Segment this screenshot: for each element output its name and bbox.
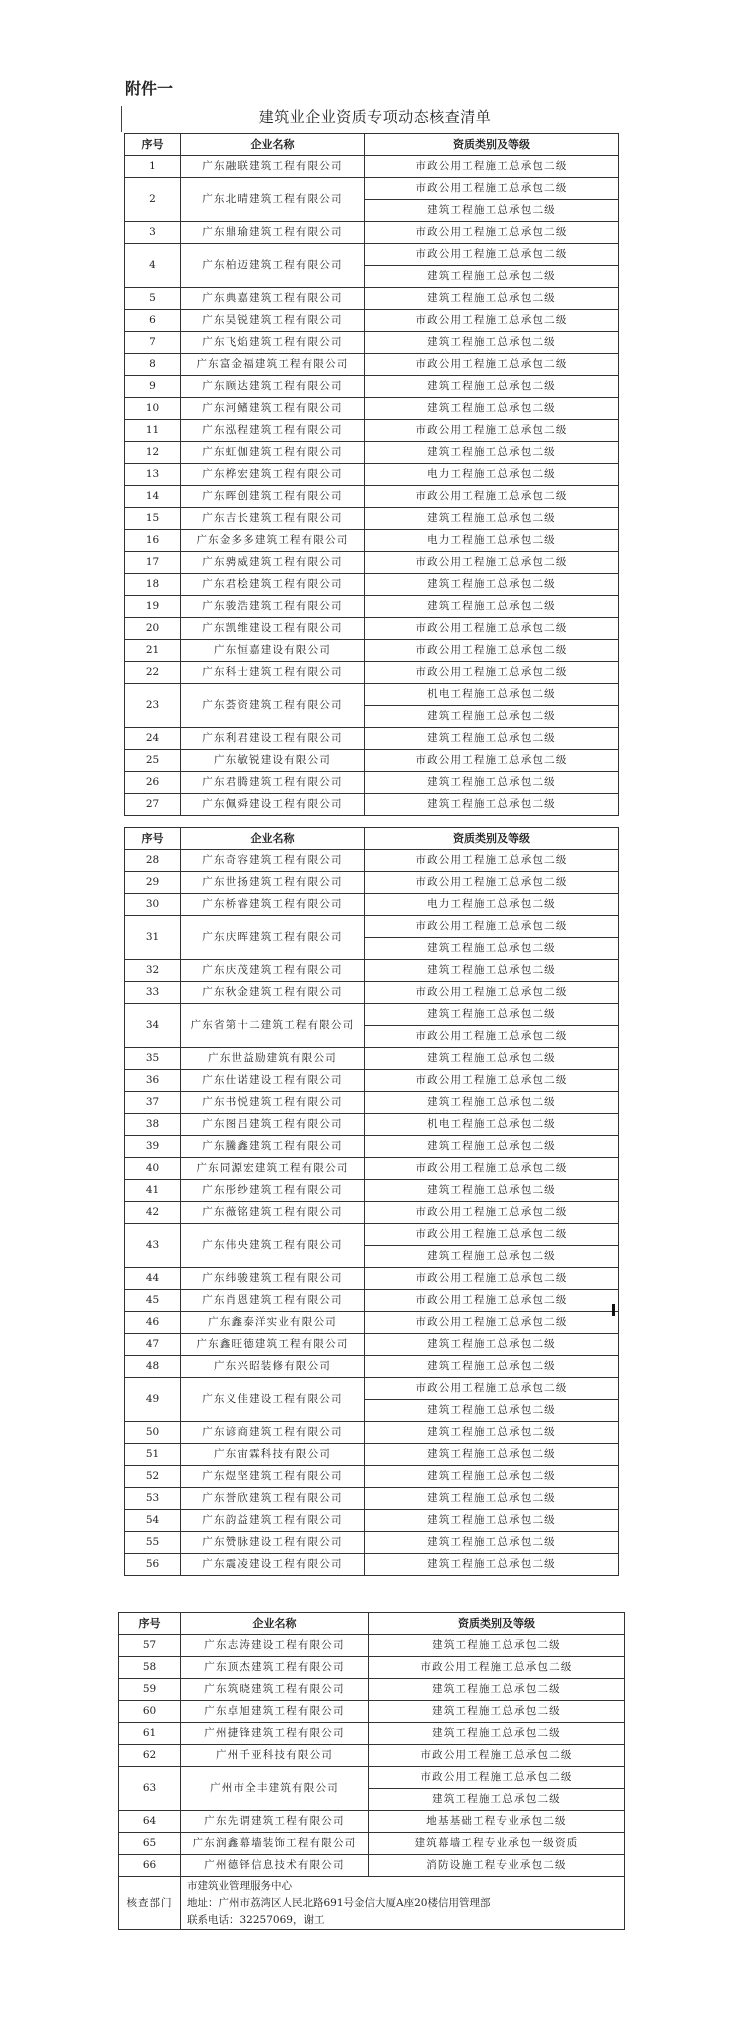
row-number: 1	[125, 156, 181, 178]
table-row	[125, 1070, 619, 1092]
row-number: 20	[125, 618, 181, 640]
table-row	[125, 850, 619, 872]
row-number: 54	[125, 1510, 181, 1532]
header-row	[119, 1613, 625, 1635]
company-name: 广东利君建设工程有限公司	[181, 728, 365, 750]
row-number: 9	[125, 376, 181, 398]
qualification: 建筑工程施工总承包二级	[365, 794, 619, 816]
row-number: 58	[119, 1657, 181, 1679]
qualification: 机电工程施工总承包二级	[365, 1114, 619, 1136]
qualification: 建筑工程施工总承包二级	[365, 1334, 619, 1356]
qualification: 建筑工程施工总承包二级	[365, 1510, 619, 1532]
checklist-table-2	[124, 827, 619, 1576]
company-name: 广东飞焰建筑工程有限公司	[181, 332, 365, 354]
qualification: 建筑工程施工总承包二级	[365, 1532, 619, 1554]
row-number: 23	[125, 684, 181, 728]
header-row	[125, 828, 619, 850]
row-number: 48	[125, 1356, 181, 1378]
qualification: 建筑工程施工总承包二级	[365, 1356, 619, 1378]
row-number: 64	[119, 1811, 181, 1833]
header-no: 序号	[125, 134, 181, 156]
row-number: 40	[125, 1158, 181, 1180]
qualification: 建筑工程施工总承包二级	[365, 266, 619, 288]
table-row	[119, 1811, 625, 1833]
row-number: 46	[125, 1312, 181, 1334]
table-row	[125, 222, 619, 244]
company-name: 广东骏浩建筑工程有限公司	[181, 596, 365, 618]
row-number: 15	[125, 508, 181, 530]
row-number: 63	[119, 1767, 181, 1811]
qualification: 市政公用工程施工总承包二级	[365, 1268, 619, 1290]
table-row	[125, 894, 619, 916]
qualification: 市政公用工程施工总承包二级	[365, 156, 619, 178]
company-name: 广东鑫泰洋实业有限公司	[181, 1312, 365, 1334]
row-number: 6	[125, 310, 181, 332]
qualification: 建筑工程施工总承包二级	[365, 1180, 619, 1202]
company-name: 广东荟资建筑工程有限公司	[181, 684, 365, 728]
table-row	[125, 376, 619, 398]
qualification: 建筑工程施工总承包二级	[365, 574, 619, 596]
company-name: 广东恒嘉建设有限公司	[181, 640, 365, 662]
table-row	[125, 1004, 619, 1026]
table-row	[125, 1268, 619, 1290]
qualification: 消防设施工程专业承包二级	[369, 1855, 625, 1877]
qualification: 建筑工程施工总承包二级	[365, 1246, 619, 1268]
table-row	[125, 398, 619, 420]
table-row	[125, 574, 619, 596]
row-number: 4	[125, 244, 181, 288]
company-name: 广州德铎信息技术有限公司	[181, 1855, 369, 1877]
company-name: 广东世扬建筑工程有限公司	[181, 872, 365, 894]
checklist-table-3	[118, 1612, 625, 1930]
row-number: 2	[125, 178, 181, 222]
table-row	[125, 1444, 619, 1466]
row-number: 56	[125, 1554, 181, 1576]
row-number: 45	[125, 1290, 181, 1312]
company-name: 广东志涛建设工程有限公司	[181, 1635, 369, 1657]
row-number: 26	[125, 772, 181, 794]
table-row	[119, 1701, 625, 1723]
table-row	[125, 596, 619, 618]
qualification: 建筑工程施工总承包二级	[365, 1422, 619, 1444]
company-name: 广东秋金建筑工程有限公司	[181, 982, 365, 1004]
company-name: 广东韵益建筑工程有限公司	[181, 1510, 365, 1532]
row-number: 35	[125, 1048, 181, 1070]
company-name: 广东奇容建筑工程有限公司	[181, 850, 365, 872]
table-row	[125, 1334, 619, 1356]
company-name: 广东彤纱建筑工程有限公司	[181, 1180, 365, 1202]
row-number: 43	[125, 1224, 181, 1268]
table-row	[119, 1635, 625, 1657]
qualification: 市政公用工程施工总承包二级	[365, 750, 619, 772]
qualification: 建筑工程施工总承包二级	[365, 1444, 619, 1466]
table-row	[125, 960, 619, 982]
edge-mark	[612, 1304, 615, 1316]
qualification: 建筑工程施工总承包二级	[365, 960, 619, 982]
table-row	[119, 1679, 625, 1701]
company-name: 广州千亚科技有限公司	[181, 1745, 369, 1767]
company-name: 广东柏迈建筑工程有限公司	[181, 244, 365, 288]
qualification: 市政公用工程施工总承包二级	[365, 178, 619, 200]
qualification: 市政公用工程施工总承包二级	[365, 1224, 619, 1246]
table-row	[125, 1378, 619, 1400]
header-qualification: 资质类别及等级	[369, 1613, 625, 1635]
table-row	[125, 1466, 619, 1488]
company-name: 广东兴昭装修有限公司	[181, 1356, 365, 1378]
qualification: 建筑工程施工总承包二级	[369, 1789, 625, 1811]
row-number: 7	[125, 332, 181, 354]
row-number: 37	[125, 1092, 181, 1114]
row-number: 65	[119, 1833, 181, 1855]
company-name: 广东君腾建筑工程有限公司	[181, 772, 365, 794]
company-name: 广东省第十二建筑工程有限公司	[181, 1004, 365, 1048]
header-company: 企业名称	[181, 1613, 369, 1635]
qualification: 市政公用工程施工总承包二级	[365, 916, 619, 938]
row-number: 10	[125, 398, 181, 420]
row-number: 31	[125, 916, 181, 960]
qualification: 地基基础工程专业承包二级	[369, 1811, 625, 1833]
company-name: 广东顶杰建筑工程有限公司	[181, 1657, 369, 1679]
header-qualification: 资质类别及等级	[365, 134, 619, 156]
company-name: 广东鼎瑜建筑工程有限公司	[181, 222, 365, 244]
table-row	[125, 750, 619, 772]
company-name: 广东誉欣建筑工程有限公司	[181, 1488, 365, 1510]
company-name: 广东宙霖科技有限公司	[181, 1444, 365, 1466]
table-row	[125, 1224, 619, 1246]
qualification: 建筑工程施工总承包二级	[365, 938, 619, 960]
qualification: 建筑工程施工总承包二级	[365, 508, 619, 530]
company-name: 广东敏锐建设有限公司	[181, 750, 365, 772]
table-row	[125, 662, 619, 684]
row-number: 27	[125, 794, 181, 816]
table-row	[125, 178, 619, 200]
header-row	[125, 134, 619, 156]
header-company: 企业名称	[181, 828, 365, 850]
company-name: 广东世益励建筑有限公司	[181, 1048, 365, 1070]
company-name: 广东图吕建筑工程有限公司	[181, 1114, 365, 1136]
row-number: 44	[125, 1268, 181, 1290]
qualification: 建筑幕墙工程专业承包一级资质	[369, 1833, 625, 1855]
company-name: 广东义佳建设工程有限公司	[181, 1378, 365, 1422]
qualification: 建筑工程施工总承包二级	[365, 596, 619, 618]
row-number: 59	[119, 1679, 181, 1701]
qualification: 建筑工程施工总承包二级	[365, 706, 619, 728]
company-name: 广东先谓建筑工程有限公司	[181, 1811, 369, 1833]
row-number: 16	[125, 530, 181, 552]
row-number: 41	[125, 1180, 181, 1202]
company-name: 广州捷锋建筑工程有限公司	[181, 1723, 369, 1745]
table-row	[125, 1510, 619, 1532]
row-number: 5	[125, 288, 181, 310]
qualification: 建筑工程施工总承包二级	[365, 200, 619, 222]
qualification: 市政公用工程施工总承包二级	[365, 982, 619, 1004]
table-row	[125, 156, 619, 178]
dept-label: 核查部门	[119, 1877, 181, 1930]
footer-row	[119, 1877, 625, 1930]
table-row	[125, 1356, 619, 1378]
table-row	[125, 530, 619, 552]
header-company: 企业名称	[181, 134, 365, 156]
company-name: 广东凯维建设工程有限公司	[181, 618, 365, 640]
company-name: 广东顾达建筑工程有限公司	[181, 376, 365, 398]
contact-info	[181, 1877, 625, 1930]
company-name: 广东典嘉建筑工程有限公司	[181, 288, 365, 310]
qualification: 市政公用工程施工总承包二级	[365, 354, 619, 376]
phone: 联系电话：32257069，谢工	[187, 1913, 325, 1926]
qualification: 机电工程施工总承包二级	[365, 684, 619, 706]
row-number: 57	[119, 1635, 181, 1657]
table-row	[119, 1833, 625, 1855]
table-row	[125, 1312, 619, 1334]
qualification: 建筑工程施工总承包二级	[365, 1136, 619, 1158]
qualification: 建筑工程施工总承包二级	[365, 1466, 619, 1488]
address: 地址：广州市荔湾区人民北路691号金信大厦A座20楼信用管理部	[187, 1896, 491, 1909]
row-number: 47	[125, 1334, 181, 1356]
company-name: 广东润鑫幕墙装饰工程有限公司	[181, 1833, 369, 1855]
qualification: 建筑工程施工总承包二级	[365, 288, 619, 310]
row-number: 42	[125, 1202, 181, 1224]
qualification: 建筑工程施工总承包二级	[365, 1488, 619, 1510]
row-number: 17	[125, 552, 181, 574]
company-name: 广东薇铭建筑工程有限公司	[181, 1202, 365, 1224]
qualification: 市政公用工程施工总承包二级	[365, 244, 619, 266]
row-number: 53	[125, 1488, 181, 1510]
qualification: 建筑工程施工总承包二级	[365, 1004, 619, 1026]
company-name: 广东庆晖建筑工程有限公司	[181, 916, 365, 960]
table-row	[125, 1488, 619, 1510]
qualification: 市政公用工程施工总承包二级	[365, 618, 619, 640]
table-row	[125, 354, 619, 376]
qualification: 市政公用工程施工总承包二级	[365, 850, 619, 872]
qualification: 市政公用工程施工总承包二级	[365, 310, 619, 332]
header-no: 序号	[125, 828, 181, 850]
table-row	[119, 1723, 625, 1745]
company-name: 广东纬骏建筑工程有限公司	[181, 1268, 365, 1290]
row-number: 50	[125, 1422, 181, 1444]
company-name: 广东桦宏建筑工程有限公司	[181, 464, 365, 486]
table-row	[125, 1048, 619, 1070]
company-name: 广东同源宏建筑工程有限公司	[181, 1158, 365, 1180]
table-row	[125, 772, 619, 794]
table-row	[125, 1202, 619, 1224]
row-number: 22	[125, 662, 181, 684]
company-name: 广东鑫旺德建筑工程有限公司	[181, 1334, 365, 1356]
table-row	[125, 1532, 619, 1554]
row-number: 19	[125, 596, 181, 618]
qualification: 电力工程施工总承包二级	[365, 464, 619, 486]
table-row	[125, 982, 619, 1004]
company-name: 广东融联建筑工程有限公司	[181, 156, 365, 178]
qualification: 建筑工程施工总承包二级	[365, 332, 619, 354]
row-number: 18	[125, 574, 181, 596]
table-row	[125, 916, 619, 938]
table-row	[125, 1422, 619, 1444]
row-number: 34	[125, 1004, 181, 1048]
row-number: 66	[119, 1855, 181, 1877]
qualification: 市政公用工程施工总承包二级	[369, 1657, 625, 1679]
row-number: 52	[125, 1466, 181, 1488]
table-row	[125, 442, 619, 464]
qualification: 市政公用工程施工总承包二级	[365, 486, 619, 508]
row-number: 11	[125, 420, 181, 442]
table-row	[125, 552, 619, 574]
company-name: 广东金多多建筑工程有限公司	[181, 530, 365, 552]
qualification: 建筑工程施工总承包二级	[369, 1679, 625, 1701]
row-number: 32	[125, 960, 181, 982]
table-row	[125, 794, 619, 816]
company-name: 广东晖创建筑工程有限公司	[181, 486, 365, 508]
qualification: 市政公用工程施工总承包二级	[365, 1202, 619, 1224]
qualification: 市政公用工程施工总承包二级	[365, 420, 619, 442]
row-number: 38	[125, 1114, 181, 1136]
qualification: 建筑工程施工总承包二级	[365, 772, 619, 794]
table-row	[125, 640, 619, 662]
company-name: 广东桥睿建筑工程有限公司	[181, 894, 365, 916]
table-row	[125, 1158, 619, 1180]
document-title: 建筑业企业资质专项动态核查清单	[258, 108, 492, 126]
table-row	[125, 1092, 619, 1114]
company-name: 广东谚商建筑工程有限公司	[181, 1422, 365, 1444]
company-name: 广东筑晓建筑工程有限公司	[181, 1679, 369, 1701]
row-number: 60	[119, 1701, 181, 1723]
row-number: 39	[125, 1136, 181, 1158]
company-name: 广东卓旭建筑工程有限公司	[181, 1701, 369, 1723]
qualification: 建筑工程施工总承包二级	[369, 1701, 625, 1723]
qualification: 电力工程施工总承包二级	[365, 894, 619, 916]
qualification: 市政公用工程施工总承包二级	[369, 1767, 625, 1789]
table-row	[125, 684, 619, 706]
row-number: 49	[125, 1378, 181, 1422]
table-row	[125, 728, 619, 750]
company-name: 广东虹伽建筑工程有限公司	[181, 442, 365, 464]
attachment-label: 附件一	[125, 79, 174, 98]
checklist-table-1	[124, 133, 619, 816]
table-row	[125, 486, 619, 508]
row-number: 51	[125, 1444, 181, 1466]
row-number: 61	[119, 1723, 181, 1745]
table-row	[119, 1855, 625, 1877]
qualification: 建筑工程施工总承包二级	[365, 398, 619, 420]
table-row	[125, 310, 619, 332]
table-row	[125, 1136, 619, 1158]
company-name: 广东泓程建筑工程有限公司	[181, 420, 365, 442]
qualification: 建筑工程施工总承包二级	[365, 1554, 619, 1576]
row-number: 21	[125, 640, 181, 662]
company-name: 广东騰鑫建筑工程有限公司	[181, 1136, 365, 1158]
company-name: 广东佩舜建设工程有限公司	[181, 794, 365, 816]
row-number: 12	[125, 442, 181, 464]
company-name: 广东震凌建设工程有限公司	[181, 1554, 365, 1576]
company-name: 广东富金福建筑工程有限公司	[181, 354, 365, 376]
table-row	[125, 618, 619, 640]
company-name: 广东君桧建筑工程有限公司	[181, 574, 365, 596]
row-number: 55	[125, 1532, 181, 1554]
company-name: 广州市全丰建筑有限公司	[181, 1767, 369, 1811]
qualification: 建筑工程施工总承包二级	[369, 1635, 625, 1657]
row-number: 28	[125, 850, 181, 872]
company-name: 广东庆茂建筑工程有限公司	[181, 960, 365, 982]
qualification: 建筑工程施工总承包二级	[365, 728, 619, 750]
company-name: 广东伟央建筑工程有限公司	[181, 1224, 365, 1268]
row-number: 8	[125, 354, 181, 376]
qualification: 建筑工程施工总承包二级	[369, 1723, 625, 1745]
company-name: 广东昊锐建筑工程有限公司	[181, 310, 365, 332]
table-row	[119, 1745, 625, 1767]
table-row	[125, 1290, 619, 1312]
table-row	[125, 464, 619, 486]
qualification: 建筑工程施工总承包二级	[365, 1048, 619, 1070]
table-row	[119, 1767, 625, 1789]
qualification: 市政公用工程施工总承包二级	[365, 1290, 619, 1312]
qualification: 市政公用工程施工总承包二级	[365, 640, 619, 662]
header-qualification: 资质类别及等级	[365, 828, 619, 850]
row-number: 33	[125, 982, 181, 1004]
qualification: 建筑工程施工总承包二级	[365, 376, 619, 398]
company-name: 广东科士建筑工程有限公司	[181, 662, 365, 684]
qualification: 市政公用工程施工总承包二级	[365, 1070, 619, 1092]
qualification: 市政公用工程施工总承包二级	[365, 872, 619, 894]
row-number: 30	[125, 894, 181, 916]
row-number: 36	[125, 1070, 181, 1092]
table-row	[125, 288, 619, 310]
table-row	[125, 1180, 619, 1202]
qualification: 市政公用工程施工总承包二级	[365, 552, 619, 574]
table-row	[125, 872, 619, 894]
row-number: 25	[125, 750, 181, 772]
row-number: 62	[119, 1745, 181, 1767]
company-name: 广东河鳍建筑工程有限公司	[181, 398, 365, 420]
qualification: 市政公用工程施工总承包二级	[365, 1158, 619, 1180]
qualification: 市政公用工程施工总承包二级	[365, 1026, 619, 1048]
qualification: 市政公用工程施工总承包二级	[365, 662, 619, 684]
qualification: 建筑工程施工总承包二级	[365, 1400, 619, 1422]
company-name: 广东书悦建筑工程有限公司	[181, 1092, 365, 1114]
qualification: 市政公用工程施工总承包二级	[365, 1312, 619, 1334]
row-number: 3	[125, 222, 181, 244]
table-row	[125, 508, 619, 530]
company-name: 广东骋威建筑工程有限公司	[181, 552, 365, 574]
org-name: 市建筑业管理服务中心	[187, 1879, 292, 1892]
company-name: 广东吉长建筑工程有限公司	[181, 508, 365, 530]
qualification: 市政公用工程施工总承包二级	[365, 1378, 619, 1400]
qualification: 市政公用工程施工总承包二级	[365, 222, 619, 244]
row-number: 13	[125, 464, 181, 486]
table-row	[125, 332, 619, 354]
company-name: 广东赞脉建设工程有限公司	[181, 1532, 365, 1554]
row-number: 14	[125, 486, 181, 508]
table-row	[125, 1114, 619, 1136]
qualification: 电力工程施工总承包二级	[365, 530, 619, 552]
company-name: 广东煜坚建筑工程有限公司	[181, 1466, 365, 1488]
company-name: 广东仕诺建设工程有限公司	[181, 1070, 365, 1092]
company-name: 广东北晴建筑工程有限公司	[181, 178, 365, 222]
qualification: 市政公用工程施工总承包二级	[369, 1745, 625, 1767]
table-row	[119, 1657, 625, 1679]
header-no: 序号	[119, 1613, 181, 1635]
company-name: 广东肖恩建筑工程有限公司	[181, 1290, 365, 1312]
row-number: 29	[125, 872, 181, 894]
row-number: 24	[125, 728, 181, 750]
qualification: 建筑工程施工总承包二级	[365, 1092, 619, 1114]
table-row	[125, 244, 619, 266]
qualification: 建筑工程施工总承包二级	[365, 442, 619, 464]
table-row	[125, 420, 619, 442]
table-row	[125, 1554, 619, 1576]
